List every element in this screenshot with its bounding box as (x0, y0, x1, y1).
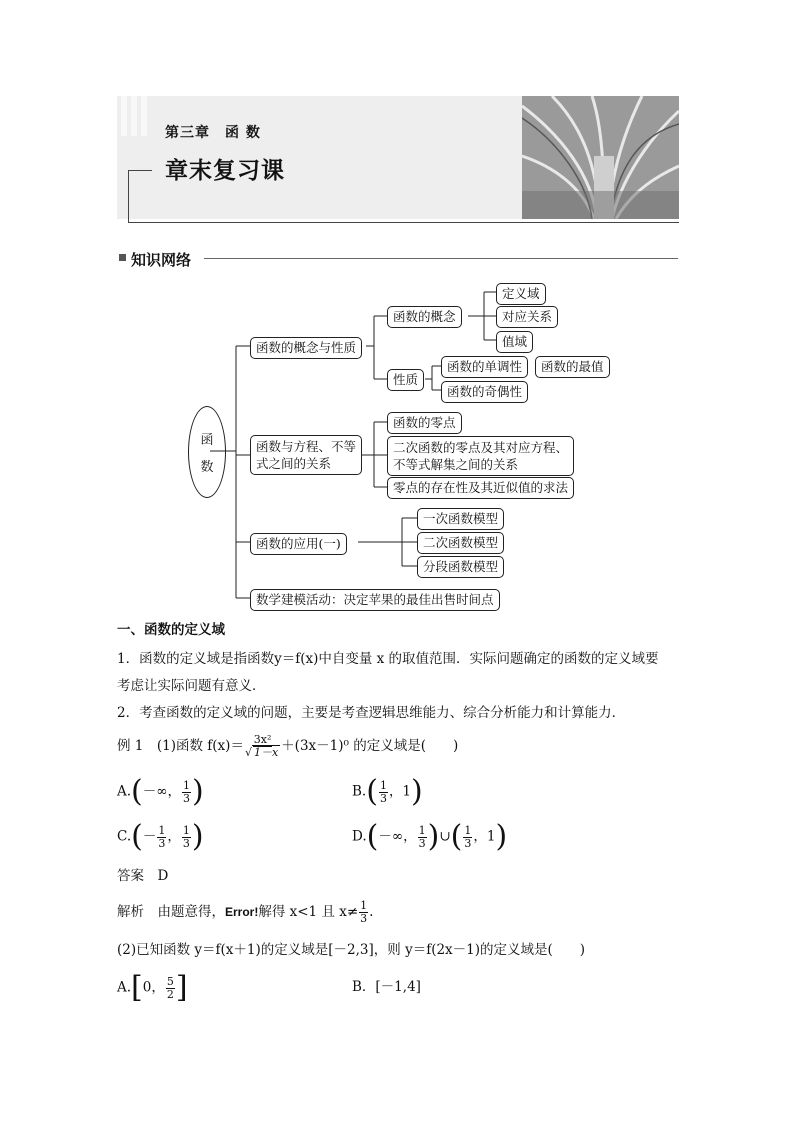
frac-den: 3 (182, 836, 190, 850)
heading-domain: 一、函数的定义域 (117, 622, 225, 638)
frac-num: 1 (158, 823, 166, 837)
node-linear-model: 一次函数模型 (417, 508, 504, 530)
example-2: (2)已知函数 y＝f(x＋1)的定义域是[－2,3]，则 y＝f(2x－1)的定义域是( ) (117, 942, 586, 958)
node-modeling: 数学建模活动：决定苹果的最佳出售时间点 (250, 589, 500, 611)
page-title: 章末复习课 (165, 158, 285, 184)
option-a: A.(－∞， $\frac{1}{3}$ ) (117, 774, 204, 809)
mindmap-root (188, 406, 226, 498)
analysis-suffix: 解得 x<1 且 x≠ (258, 904, 359, 920)
option-d-value: －∞， (378, 828, 417, 845)
analysis-error: Error! (225, 905, 259, 919)
node-correspondence: 对应关系 (496, 306, 558, 328)
answer: 答案 D (117, 868, 169, 884)
option-2a-value: 0， (142, 979, 165, 996)
node-piecewise-model: 分段函数模型 (417, 556, 504, 578)
frac-num: 1 (418, 823, 426, 837)
node-eq-ineq-line1: 函数与方程、不等 (256, 439, 357, 454)
node-concept: 函数的概念 (387, 306, 462, 328)
paragraph-1-line-2: 考虑让实际问题有意义． (117, 678, 266, 694)
frac-den: 3 (418, 836, 426, 850)
frac-den: 3 (158, 836, 166, 850)
node-quadratic-line1: 二次函数的零点及其对应方程、 (393, 440, 569, 455)
frac-num: 1 (464, 823, 472, 837)
example-1 (117, 734, 458, 759)
option-2b: B．[－1,4] (352, 979, 421, 995)
node-eq-ineq (250, 435, 362, 475)
option-c-label: C. (117, 828, 132, 845)
node-existence: 零点的存在性及其近似值的求法 (387, 477, 574, 499)
example-1-fraction: $\frac{\text{3x²}}{√ 1-x}$ (244, 733, 279, 759)
example-1-label: 例 1 (1)函数 f(x)＝ (117, 738, 244, 754)
paragraph-2: 2．考查函数的定义域的问题，主要是考查逻辑思维能力、综合分析能力和计算能力． (117, 705, 626, 721)
chapter-label: 第三章 函 数 (165, 125, 261, 141)
node-eq-ineq-line2: 式之间的关系 (256, 456, 332, 471)
frac-den: 3 (464, 836, 472, 850)
frac-den: 2 (166, 987, 174, 1001)
node-zero: 函数的零点 (387, 412, 462, 434)
node-extreme: 函数的最值 (535, 356, 610, 378)
frac-num: 5 (166, 974, 174, 988)
frac-num: 1 (182, 823, 190, 837)
frac-num: 1 (360, 899, 368, 912)
section-title: 知识网络 (131, 251, 192, 269)
option-c-minus: － (142, 828, 157, 845)
option-c: C.(－ $\frac{1}{3}$ ， $\frac{1}{3}$ ) (117, 819, 204, 854)
option-a-value: －∞， (142, 783, 182, 800)
option-2a-label: A. (117, 979, 132, 996)
frac-den: 3 (360, 912, 368, 925)
option-b-value: ，1 (388, 783, 412, 800)
frac-num: 1 (183, 778, 191, 792)
node-range: 值域 (496, 331, 533, 353)
node-concept-property: 函数的概念与性质 (250, 337, 362, 359)
frac-den: 3 (183, 791, 191, 805)
node-domain: 定义域 (496, 283, 546, 305)
root-char-2: 数 (200, 460, 214, 475)
option-2a: A.[0， $\frac{5}{2}$ ] (117, 970, 188, 1005)
option-d-tail: ，1 (473, 828, 496, 845)
node-quadratic-model: 二次函数模型 (417, 532, 504, 554)
example-1-tail: ＋(3x－1)⁰ 的定义域是( ) (281, 738, 459, 754)
root-char-1: 函 (200, 433, 214, 448)
option-d-label: D. (352, 828, 367, 845)
node-property: 性质 (387, 369, 424, 391)
fraction-numerator: 3x² (253, 733, 272, 746)
analysis-prefix: 解析 由题意得， (117, 904, 225, 920)
option-d: D.(－∞， $\frac{1}{3}$ )∪( $\frac{1}{3}$ ，1) (352, 819, 508, 854)
paragraph-1-line-1: 1．函数的定义域是指函数y＝f(x)中自变量 x 的取值范围．实际问题确定的函数的定义域要 (117, 651, 659, 667)
option-b-label: B. (352, 783, 367, 800)
analysis: 解析 由题意得，Error!解得 x<1 且 x≠ $\frac{1}{3}$ . (117, 899, 374, 925)
node-quadratic (387, 436, 574, 476)
option-b: B.( $\frac{1}{3}$ ，1) (352, 774, 423, 809)
node-quadratic-line2: 不等式解集之间的关系 (393, 457, 519, 472)
node-application: 函数的应用(一) (250, 533, 347, 555)
node-monotonic: 函数的单调性 (441, 356, 528, 378)
option-a-label: A. (117, 783, 132, 800)
option-d-union: ∪ (439, 828, 451, 845)
fraction-denominator: 1－x (253, 746, 279, 759)
frac-den: 3 (379, 791, 387, 805)
node-parity: 函数的奇偶性 (441, 381, 528, 403)
frac-num: 1 (379, 778, 387, 792)
